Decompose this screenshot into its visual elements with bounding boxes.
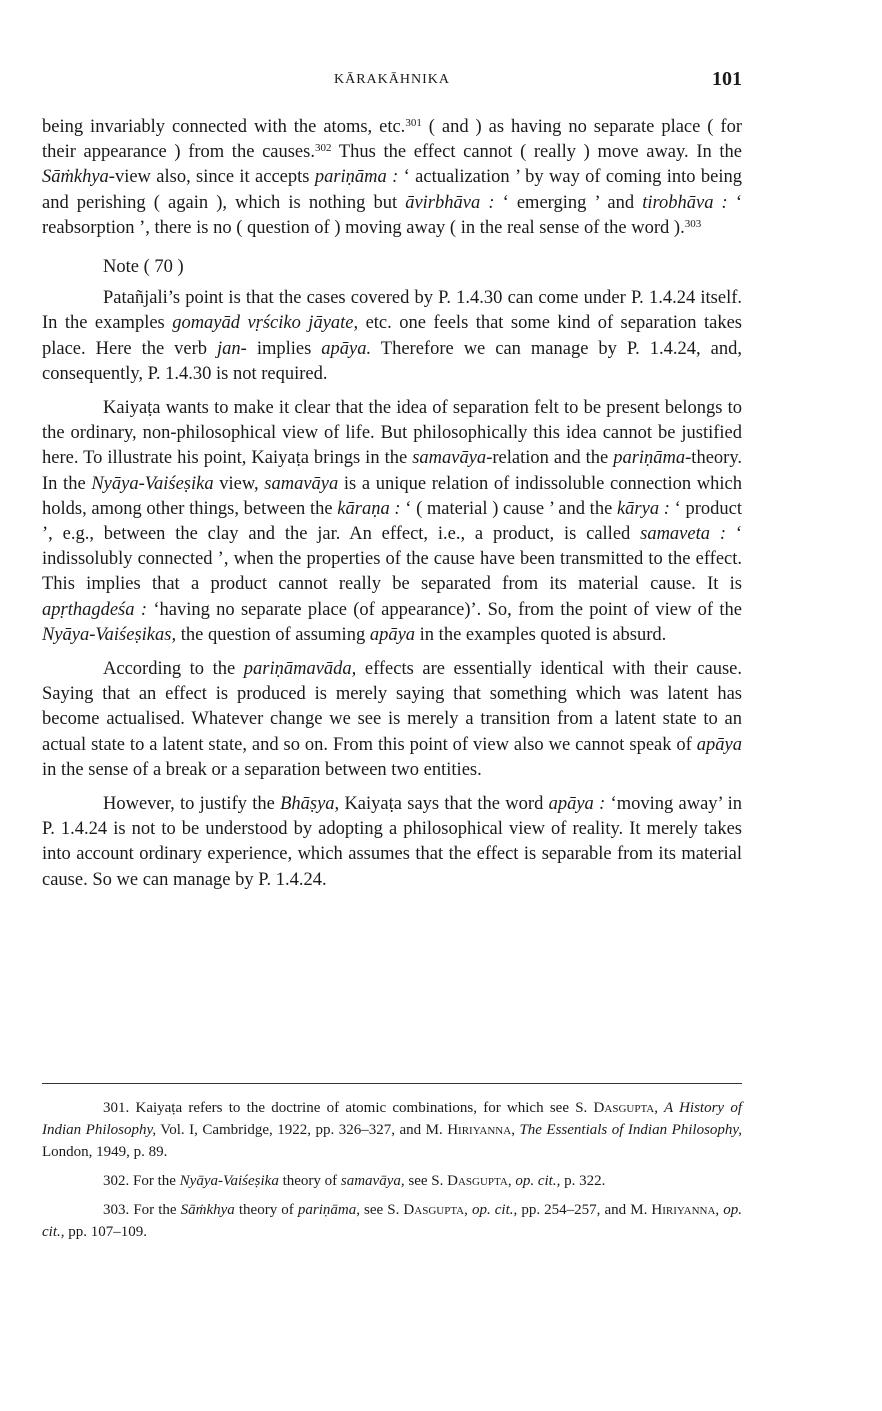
body-text bbox=[42, 115, 742, 902]
paragraph-bhasya: However, to justify the Bhāṣya, Kaiyaṭa says that the word apāya : ‘moving away’ in P. 1.4.24 is not to be understood by adopting a philosophical view of reality. It merely takes into account ordinary experience, which assumes that the effect is separable from its material cause. So we can manage by P. 1.4.24. bbox=[42, 794, 742, 890]
footnote-ref-301[interactable]: 301 bbox=[405, 117, 422, 129]
paragraph-parinamavada: According to the pariṇāmavāda, effects are essentially identical with their cause. Saying that an effect is produced is merely saying that something which was latent has become actualised. Whatever change we see is merely a transition from a latent state to an actual state to a latent state, and so on. From this point of view also we cannot speak of apāya in the sense of a break or a separation between two entities. bbox=[42, 659, 743, 780]
footnote-301: 301. Kaiyaṭa refers to the doctrine of atomic combinations, for which see S. Dasgupta, A History of Indian Philosophy, Vol. I, Cambridge, 1922, pp. 326–327, and M. Hiriyanna, The Essentials of Indian Philosophy, London, 1949, p. 89. bbox=[42, 1100, 742, 1160]
footnote-ref-302[interactable]: 302 bbox=[314, 142, 332, 155]
footnote-302: 302. For the Nyāya-Vaiśeṣika theory of samavāya, see S. Dasgupta, op. cit., p. 322. bbox=[103, 1173, 606, 1189]
note-heading: Note ( 70 ) bbox=[103, 257, 184, 278]
footnote-303: 303. For the Sāṁkhya theory of pariṇāma, see S. Dasgupta, op. cit., pp. 254–257, and M. Hiriyanna, op. cit., pp. 107–109. bbox=[42, 1202, 742, 1240]
paragraph-patanjali: Patañjali’s point is that the cases covered by P. 1.4.30 can come under P. 1.4.24 itself. In the examples gomayād vṛściko jāyate, etc. one feels that some kind of separation takes place. Here the verb jan- implies apāya. Therefore we can manage by P. 1.4.24, and, consequently, P. 1.4.30 is not required. bbox=[42, 288, 743, 384]
running-head-title: KĀRAKĀHNIKA bbox=[334, 72, 450, 87]
paragraph-continuation: being invariably connected with the atoms, etc.$^{301}$ ( and ) as having no separate place ( for their appearance ) from the causes.$^{302}$ Thus the effect cannot ( really ) move away. In the Sāṁkhya-view also, since it accepts pariṇāma : ‘ actualization ’ by way of coming into being and perishing ( again ), which is nothing but āvirbhāva : ‘ emerging ’ and tirobhāva : ‘ reabsorption ’, there is no ( question of ) moving away ( in the real sense of the word ).$^{303}$ bbox=[42, 117, 743, 238]
page-number: 101 bbox=[712, 68, 742, 90]
footnote-divider bbox=[42, 1083, 742, 1084]
footnotes bbox=[42, 1097, 742, 1250]
paragraph-kaiyata: Kaiyaṭa wants to make it clear that the idea of separation felt to be present belongs to the ordinary, non-philosophical view of life. But philosophically this idea cannot be justified here. To illustrate his point, Kaiyaṭa brings in the samavāya-relation and the pariṇāma-theory. In the Nyāya-Vaiśeṣika view, samavāya is a unique relation of indissoluble connection which holds, among other things, between the kāraṇa : ‘ ( material ) cause ’ and the kārya : ‘ product ’, e.g., between the clay and the jar. An effect, i.e., a product, is called samaveta : ‘ indissolubly connected ’, when the properties of the cause have been transmitted to the effect. This implies that a product cannot really be separated from its material cause. It is apṛthagdeśa : ‘having no separate place (of appearance)’. So, from the point of view of the Nyāya-Vaiśeṣikas, the question of assuming apāya in the examples quoted is absurd. bbox=[42, 398, 743, 645]
running-head bbox=[42, 68, 742, 94]
footnote-ref-303[interactable]: 303 bbox=[684, 217, 702, 230]
